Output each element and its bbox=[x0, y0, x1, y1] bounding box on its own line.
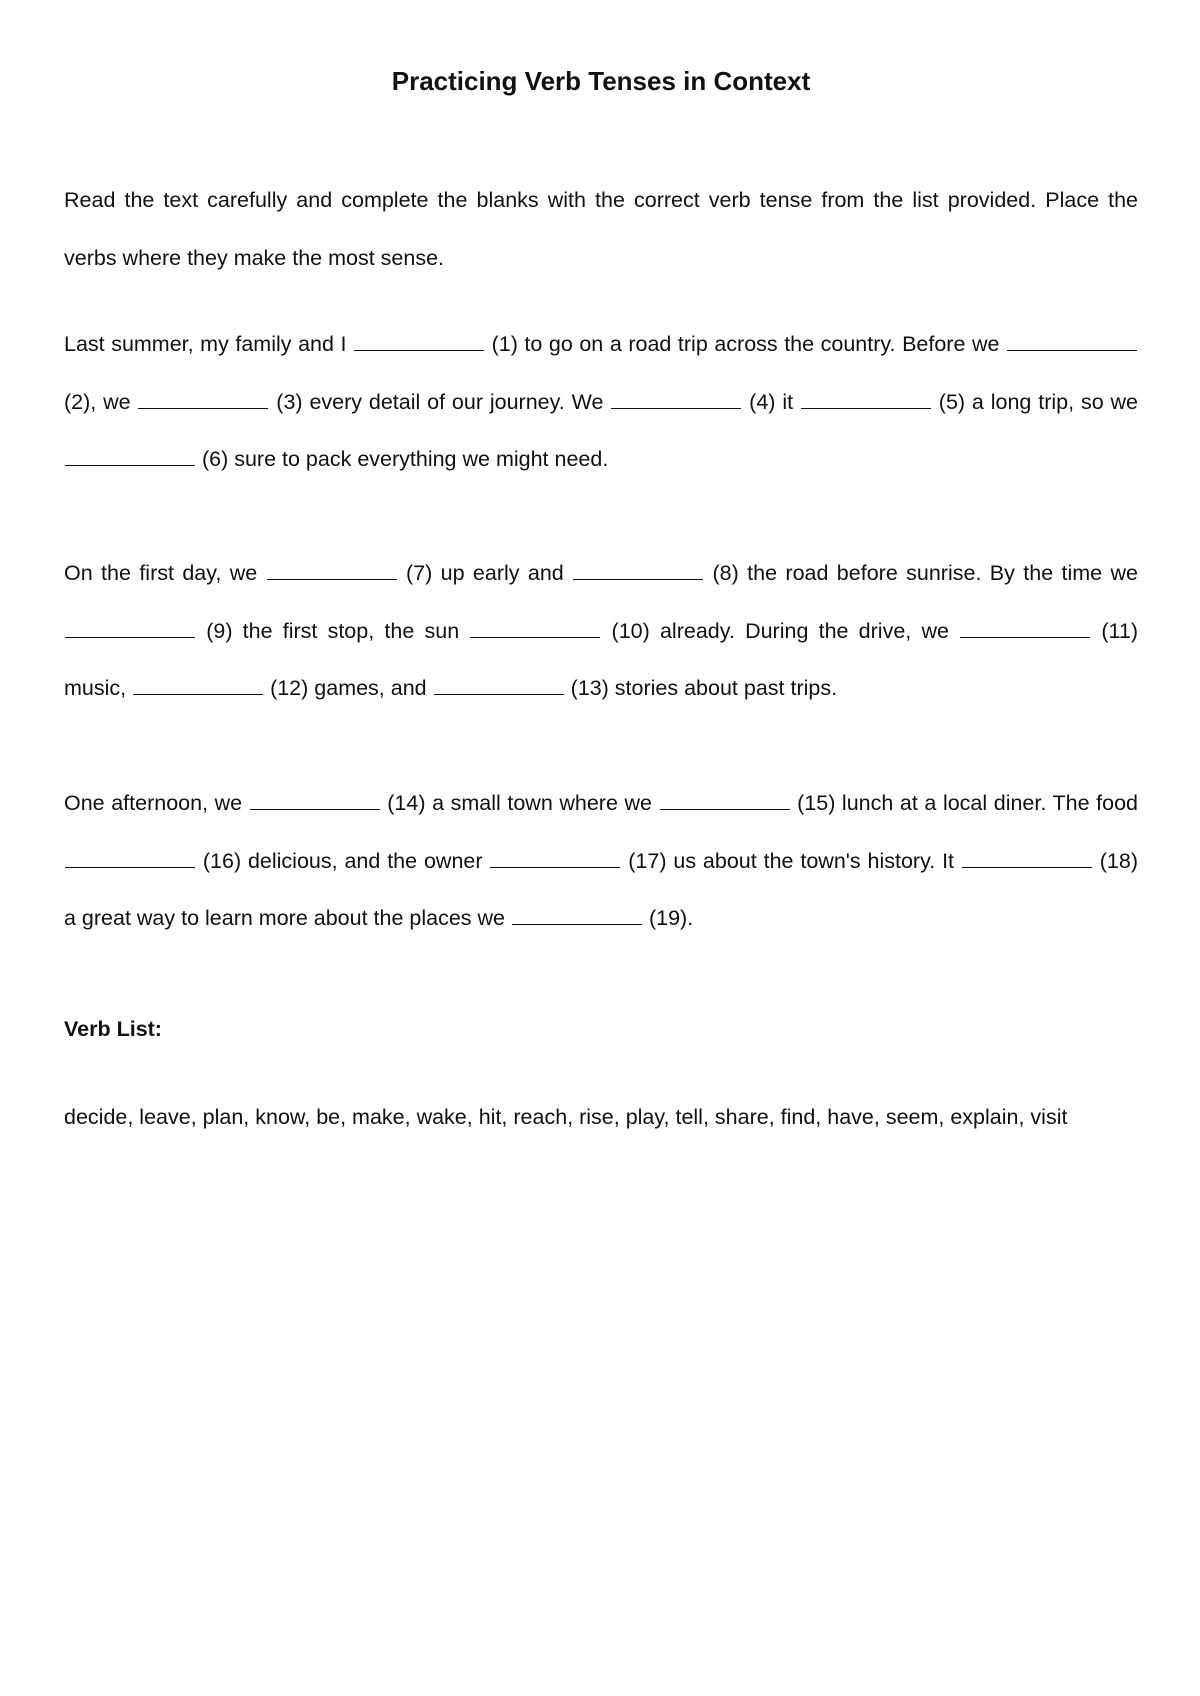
paragraph-text: (15) lunch at a local diner. The food bbox=[790, 791, 1138, 815]
fill-in-blank bbox=[250, 787, 380, 810]
paragraph-text: (8) the road before sunrise. By the time we bbox=[704, 561, 1138, 585]
paragraph-text: (1) to go on a road trip across the country. Before we bbox=[485, 332, 1006, 356]
fill-in-blank bbox=[611, 386, 741, 409]
paragraph-text: (12) games, and bbox=[264, 676, 433, 700]
story-paragraph-3 bbox=[64, 775, 1138, 948]
fill-in-blank bbox=[65, 443, 195, 466]
paragraph-text: (5) a long trip, so we bbox=[931, 389, 1138, 414]
paragraph-text: (17) us about the town's history. It bbox=[621, 848, 961, 873]
paragraph-text: (14) a small town where we bbox=[380, 791, 659, 815]
instructions: Read the text carefully and complete the blanks with the correct verb tense from the list provided. Place the verbs where they make the most sense. bbox=[64, 188, 1138, 270]
page-title: Practicing Verb Tenses in Context bbox=[391, 66, 811, 96]
fill-in-blank bbox=[354, 328, 484, 351]
fill-in-blank bbox=[65, 845, 195, 868]
fill-in-blank bbox=[962, 845, 1092, 868]
fill-in-blank bbox=[434, 672, 564, 695]
paragraph-text: (9) the first stop, the sun bbox=[196, 618, 470, 643]
paragraph-text: (4) it bbox=[742, 389, 800, 414]
fill-in-blank bbox=[801, 386, 931, 409]
fill-in-blank bbox=[573, 557, 703, 580]
fill-in-blank bbox=[1007, 328, 1137, 351]
paragraph-text: (10) already. During the drive, we bbox=[601, 618, 960, 643]
fill-in-blank bbox=[267, 557, 397, 580]
paragraph-text: (13) stories about past trips. bbox=[564, 676, 838, 700]
paragraph-text: (11) music, bbox=[64, 618, 1138, 700]
fill-in-blank bbox=[138, 386, 268, 409]
paragraph-text: On the first day, we bbox=[64, 561, 266, 585]
verb-list-heading: Verb List: bbox=[64, 1017, 162, 1041]
paragraph-text: One afternoon, we bbox=[64, 791, 249, 815]
paragraph-text: (16) delicious, and the owner bbox=[196, 848, 490, 873]
paragraph-text: (2), we bbox=[64, 389, 138, 414]
fill-in-blank bbox=[65, 615, 195, 638]
paragraph-text: (7) up early and bbox=[397, 561, 573, 585]
paragraph-text: (18) a great way to learn more about the places we bbox=[64, 848, 1138, 930]
fill-in-blank bbox=[470, 615, 600, 638]
paragraph-text: Last summer, my family and I bbox=[64, 332, 354, 356]
verb-list: decide, leave, plan, know, be, make, wake, hit, reach, rise, play, tell, share, find, have, seem, explain, visit bbox=[64, 1105, 1068, 1129]
story-paragraph-1 bbox=[64, 316, 1138, 489]
fill-in-blank bbox=[512, 902, 642, 925]
paragraph-text: (3) every detail of our journey. We bbox=[269, 389, 611, 414]
story-paragraph-2 bbox=[64, 545, 1138, 718]
fill-in-blank bbox=[133, 672, 263, 695]
paragraph-text: (19). bbox=[642, 906, 694, 930]
fill-in-blank bbox=[490, 845, 620, 868]
fill-in-blank bbox=[960, 615, 1090, 638]
fill-in-blank bbox=[660, 787, 790, 810]
paragraph-text: (6) sure to pack everything we might need. bbox=[196, 447, 609, 471]
